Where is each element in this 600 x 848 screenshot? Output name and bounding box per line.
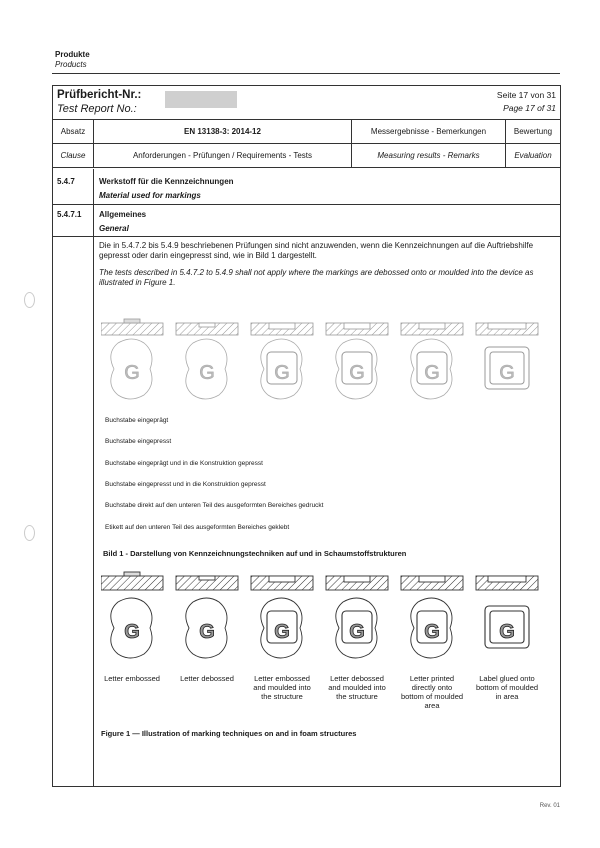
technique-sketch-printed xyxy=(401,323,463,399)
body-paragraph-en: The tests described in 5.4.7.2 to 5.4.9 shall not apply where the markings are debossed onto or moulded into the device as illustrated in Figure 1. xyxy=(99,268,534,287)
letter-g-glyph: G xyxy=(499,621,515,643)
technique-sketch-label-glued xyxy=(476,576,538,648)
letter-g-glyph: G xyxy=(124,362,140,384)
marking-figure-en xyxy=(101,570,541,670)
letter-g-glyph: G xyxy=(499,362,515,384)
technique-label-embossed: Letter embossed xyxy=(104,674,160,683)
letter-g-glyph: G xyxy=(274,621,290,643)
technique-sketch-embossed-moulded xyxy=(251,576,313,658)
punch-hole-mark xyxy=(24,292,35,308)
technique-label-debossed: Letter debossed xyxy=(180,674,234,683)
column-header-results-de: Messergebnisse - Bemerkungen xyxy=(352,120,506,143)
technique-sketch-debossed-moulded xyxy=(326,323,388,399)
technique-label-debossed-moulded: Letter debossed and moulded into the structure xyxy=(328,674,386,701)
technique-label-embossed-moulded: Letter embossed and moulded into the structure xyxy=(253,674,311,701)
caption-de-4: Buchstabe eingepresst und in die Konstruktion gepresst xyxy=(105,481,266,488)
letter-g-glyph: G xyxy=(274,362,290,384)
report-number-row xyxy=(53,86,560,120)
technique-sketch-printed xyxy=(401,576,463,658)
body-paragraph-de: Die in 5.4.7.2 bis 5.4.9 beschriebenen Prüfungen sind nicht anzuwenden, wenn die Kennzeichnungen auf die Auftriebshilfe gepresst oder darin eingepresst sind, wie in Bild 1 dargestellt. xyxy=(99,241,534,260)
technique-sketch-label-glued xyxy=(476,323,538,389)
caption-de-5: Buchstabe direkt auf den unteren Teil des ausgeformten Bereiches gedruckt xyxy=(105,502,324,509)
letter-g-glyph: G xyxy=(199,621,215,643)
company-label-en: Products xyxy=(55,60,87,69)
column-header-results-en: Measuring results - Remarks xyxy=(352,144,506,167)
row-divider xyxy=(53,236,560,237)
figure-caption-de: Bild 1 - Darstellung von Kennzeichnungstechniken auf und in Schaumstoffstrukturen xyxy=(103,549,407,558)
column-header-evaluation-de: Bewertung xyxy=(513,127,553,136)
punch-hole-mark xyxy=(24,525,35,541)
technique-label-label-glued: Label glued onto bottom of moulded in area xyxy=(475,674,539,701)
technique-sketch-debossed-moulded xyxy=(326,576,388,658)
letter-g-glyph: G xyxy=(424,362,440,384)
technique-sketch-debossed xyxy=(176,576,238,658)
technique-label-printed: Letter printed directly onto bottom of moulded area xyxy=(400,674,464,710)
page-number-de: Seite 17 von 31 xyxy=(496,90,556,100)
company-label-de: Produkte xyxy=(55,50,90,59)
revision-label: Rev. 01 xyxy=(539,803,560,809)
technique-sketch-debossed xyxy=(176,323,238,399)
marking-figure-de xyxy=(101,317,541,447)
letter-g-glyph: G xyxy=(124,621,140,643)
technique-sketch-embossed xyxy=(101,572,163,658)
column-header-standard: EN 13138-3: 2014-12 xyxy=(94,120,352,143)
section-number: 5.4.7 xyxy=(57,177,75,186)
technique-sketch-embossed xyxy=(101,319,163,399)
header-divider xyxy=(52,73,560,74)
caption-de-2: Buchstabe eingepresst xyxy=(105,438,172,445)
letter-g-glyph: G xyxy=(349,621,365,643)
section-title-de: Werkstoff für die Kennzeichnungen xyxy=(99,177,234,186)
letter-g-glyph: G xyxy=(424,621,440,643)
column-header-requirements: Anforderungen - Prüfungen / Requirements - Tests xyxy=(94,144,352,167)
report-number-label-de: Prüfbericht-Nr.: xyxy=(57,89,142,101)
table-body xyxy=(53,169,560,786)
column-header-evaluation-en: Evaluation xyxy=(514,151,552,160)
redacted-report-number xyxy=(165,91,237,108)
column-header-clause-de: Absatz xyxy=(53,120,94,143)
clause-column-divider xyxy=(93,169,94,786)
row-divider xyxy=(53,204,560,205)
column-header-row-en xyxy=(53,144,560,168)
report-number-label-en: Test Report No.: xyxy=(57,103,137,115)
letter-g-glyph: G xyxy=(349,362,365,384)
section-title-en: Material used for markings xyxy=(99,191,201,200)
caption-de-6: Etikett auf den unteren Teil des ausgeformten Bereiches geklebt xyxy=(105,524,290,531)
page-number-en: Page 17 of 31 xyxy=(503,103,556,113)
column-header-row-de xyxy=(53,120,560,144)
caption-de-3: Buchstabe eingeprägt und in die Konstruktion gepresst xyxy=(105,460,263,467)
subsection-number: 5.4.7.1 xyxy=(57,210,82,219)
figure-caption-en: Figure 1 — Illustration of marking techniques on and in foam structures xyxy=(101,729,357,738)
caption-de-1: Buchstabe eingeprägt xyxy=(105,417,169,424)
column-header-clause-en: Clause xyxy=(53,144,94,167)
subsection-title-en: General xyxy=(99,224,129,233)
letter-g-glyph: G xyxy=(199,362,215,384)
subsection-title-de: Allgemeines xyxy=(99,210,147,219)
report-table xyxy=(52,85,561,787)
technique-sketch-embossed-moulded xyxy=(251,323,313,399)
